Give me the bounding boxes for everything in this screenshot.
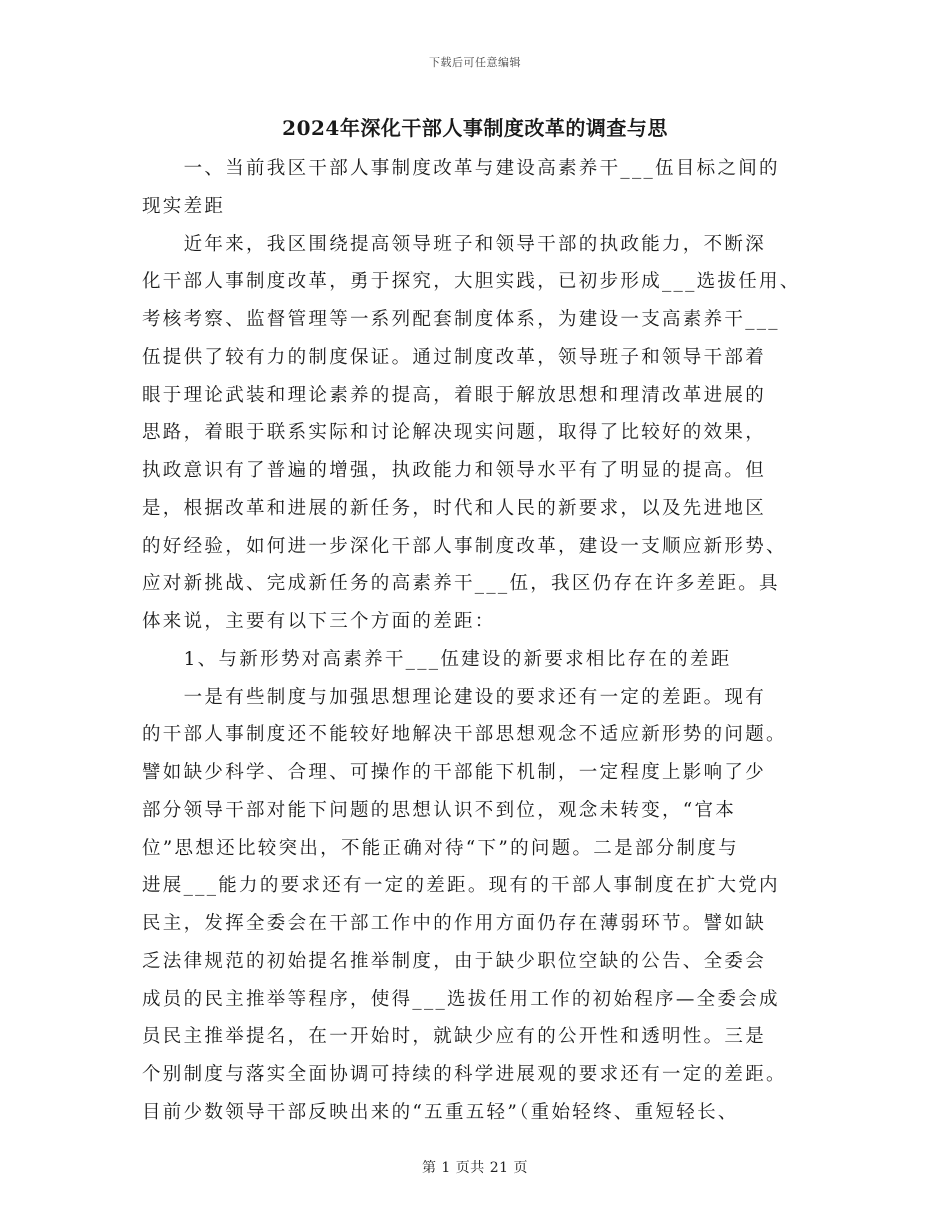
body-line: 譬如缺少科学、合理、可操作的干部能下机制，一定程度上影响了少 xyxy=(142,762,767,783)
body-line: 的干部人事制度还不能较好地解决干部思想观念不适应新形势的问题。 xyxy=(142,724,787,746)
body-line: 眼于理论武装和理论素养的提高，着眼于解放思想和理清改革进展的 xyxy=(142,384,767,406)
body-line: 思路，着眼于联系实际和讨论解决现实问题，取得了比较好的效果， xyxy=(142,422,767,444)
body-line: 民主，发挥全委会在干部工作中的作用方面仍存在薄弱环节。譬如缺 xyxy=(142,913,767,934)
body-line: 1、与新形势对高素养干___伍建设的新要求相比存在的差距 xyxy=(142,648,732,670)
body-line: 应对新挑战、完成新任务的高素养干___伍，我区仍存在许多差距。具 xyxy=(142,573,780,595)
body-line: 个别制度与落实全面协调可持续的科学进展观的要求还有一定的差距。 xyxy=(142,1064,787,1085)
body-line: 现实差距 xyxy=(142,195,226,217)
body-line: 位”思想还比较突出，不能正确对待“下”的问题。二是部分制度与 xyxy=(142,837,739,859)
body-line: 一是有些制度与加强思想理论建设的要求还有一定的差距。现有 xyxy=(142,686,767,708)
body-line: 一、当前我区干部人事制度改革与建设高素养干___伍目标之间的 xyxy=(142,158,780,179)
body-line: 近年来，我区围绕提高领导班子和领导干部的执政能力，不断深 xyxy=(142,233,767,255)
body-line: 目前少数领导干部反映出来的“五重五轻”（重始轻终、重短轻长、 xyxy=(142,1101,739,1123)
body-line: 进展___能力的要求还有一定的差距。现有的干部人事制度在扩大党内 xyxy=(142,875,780,897)
page-number: 第 1 页共 21 页 xyxy=(421,1160,529,1176)
body-line: 部分领导干部对能下问题的思想认识不到位，观念未转变，“官本 xyxy=(142,799,737,821)
body-line: 员民主推举提名，在一开始时，就缺少应有的公开性和透明性。三是 xyxy=(142,1026,767,1048)
body-line: 成员的民主推举等程序，使得___选拔任用工作的初始程序—全委会成 xyxy=(142,988,780,1010)
document-title: 2024年深化干部人事制度改革的调查与思 xyxy=(282,116,668,140)
body-line: 伍提供了较有力的制度保证。通过制度改革，领导班子和领导干部着 xyxy=(142,346,767,368)
body-line: 体来说，主要有以下三个方面的差距： xyxy=(142,611,496,632)
body-line: 是，根据改革和进展的新任务，时代和人民的新要求，以及先进地区 xyxy=(142,497,767,519)
body-line: 乏法律规范的初始提名推举制度，由于缺少职位空缺的公告、全委会 xyxy=(142,950,767,972)
body-line: 考核考察、监督管理等一系列配套制度体系，为建设一支高素养干___ xyxy=(142,309,780,330)
document-body xyxy=(142,150,812,1132)
body-line: 执政意识有了普遍的增强，执政能力和领导水平有了明显的提高。但 xyxy=(142,460,767,481)
page-header-note: 下载后可任意编辑 xyxy=(429,56,521,69)
body-line: 的好经验，如何进一步深化干部人事制度改革，建设一支顺应新形势、 xyxy=(142,535,787,557)
body-line: 化干部人事制度改革，勇于探究，大胆实践，已初步形成___选拔任用、 xyxy=(142,271,801,293)
